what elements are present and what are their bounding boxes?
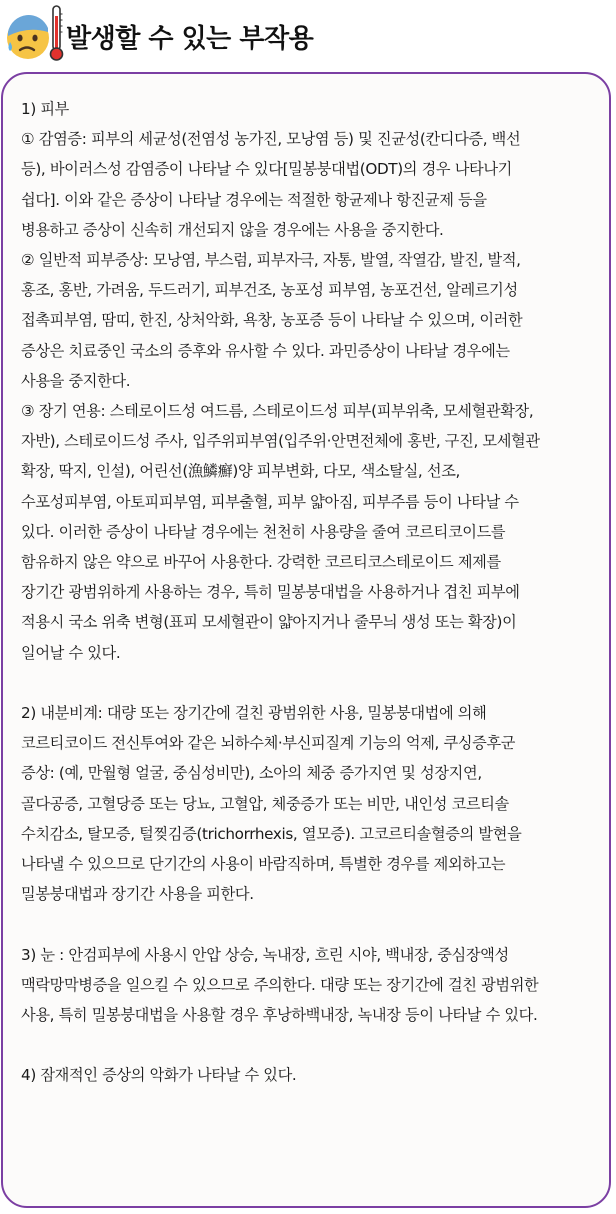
- text-line: 적용시 국소 위축 변형(표피 모세혈관이 얇아지거나 줄무늬 생성 또는 확장)이: [21, 613, 517, 632]
- section-4: [21, 1060, 599, 1090]
- text-line: 수치감소, 탈모증, 털찢김증(trichorrhexis, 열모증). 고코르티솔혈증의 발현을: [21, 824, 522, 843]
- section-gap: [21, 909, 599, 939]
- side-effects-text: [21, 94, 599, 1091]
- page-title: 발생할 수 있는 부작용: [66, 24, 314, 54]
- section-gap: [21, 668, 599, 698]
- text-line: 코르티코이드 전신투여와 같은 뇌하수체·부신피질계 기능의 억제, 쿠싱증후군: [21, 734, 516, 753]
- text-line: ② 일반적 피부증상: 모낭염, 부스럼, 피부자극, 자통, 발열, 작열감, 발진, 발적,: [21, 251, 521, 270]
- text-line: 골다공증, 고혈당증 또는 당뇨, 고혈압, 체중증가 또는 비만, 내인성 코르티솔: [21, 794, 509, 813]
- section-3: [21, 940, 599, 1031]
- section-2: [21, 698, 599, 909]
- sick-face-thermometer-icon: [4, 2, 66, 66]
- text-line: 1) 피부: [21, 100, 70, 118]
- text-line: 장기간 광범위하게 사용하는 경우, 특히 밀봉붕대법을 사용하거나 겹친 피부에: [21, 583, 520, 602]
- header: [0, 0, 616, 70]
- side-effects-card: [1, 72, 611, 1208]
- text-line: 일어날 수 있다.: [21, 643, 121, 662]
- text-line: ① 감염증: 피부의 세균성(전염성 농가진, 모낭염 등) 및 진균성(칸디다증, 백선: [21, 130, 521, 149]
- text-line: 접촉피부염, 땀띠, 한진, 상처악화, 욕창, 농포증 등이 나타날 수 있으며, 이러한: [21, 311, 523, 330]
- section-gap: [21, 1030, 599, 1060]
- text-line: 사용을 중지한다.: [21, 371, 131, 390]
- text-line: 수포성피부염, 아토피피부염, 피부출혈, 피부 얇아짐, 피부주름 등이 나타날 수: [21, 492, 519, 511]
- text-line: 증상: (예, 만월형 얼굴, 중심성비만), 소아의 체중 증가지연 및 성장지연,: [21, 764, 482, 783]
- text-line: 맥락망막병증을 일으킬 수 있으므로 주의한다. 대량 또는 장기간에 걸친 광범위한: [21, 975, 539, 994]
- text-line: 자반), 스테로이드성 주사, 입주위피부염(입주위·안면전체에 홍반, 구진, 모세혈관: [21, 432, 540, 451]
- text-line: 나타낼 수 있으므로 단기간의 사용이 바람직하며, 특별한 경우를 제외하고는: [21, 855, 506, 874]
- text-line: 밀봉붕대법과 장기간 사용을 피한다.: [21, 885, 254, 904]
- text-line: ③ 장기 연용: 스테로이드성 여드름, 스테로이드성 피부(피부위축, 모세혈관확장,: [21, 402, 534, 421]
- text-line: 있다. 이러한 증상이 나타날 경우에는 천천히 사용량을 줄여 코르티코이드를: [21, 522, 506, 541]
- text-line: 3) 눈 : 안검피부에 사용시 안압 상승, 녹내장, 흐린 시야, 백내장, 중심장액성: [21, 945, 509, 964]
- section-1: [21, 94, 599, 668]
- text-line: 홍조, 홍반, 가려움, 두드러기, 피부건조, 농포성 피부염, 농포건선, 알레르기성: [21, 281, 518, 300]
- text-line: 쉽다]. 이와 같은 증상이 나타날 경우에는 적절한 항균제나 항진균제 등을: [21, 190, 487, 209]
- text-line: 증상은 치료중인 국소의 증후와 유사할 수 있다. 과민증상이 나타날 경우에는: [21, 341, 510, 360]
- text-line: 4) 잠재적인 증상의 악화가 나타날 수 있다.: [21, 1066, 297, 1085]
- text-line: 확장, 딱지, 인설), 어린선(漁鱗癬)양 피부변화, 다모, 색소탈실, 선조,: [21, 462, 460, 481]
- text-line: 병용하고 증상이 신속히 개선되지 않을 경우에는 사용을 중지한다.: [21, 220, 444, 239]
- text-line: 함유하지 않은 약으로 바꾸어 사용한다. 강력한 코르티코스테로이드 제제를: [21, 553, 501, 572]
- text-line: 등), 바이러스성 감염증이 나타날 수 있다[밀봉붕대법(ODT)의 경우 나타나기: [21, 160, 512, 179]
- text-line: 2) 내분비계: 대량 또는 장기간에 걸친 광범위한 사용, 밀봉붕대법에 의해: [21, 704, 487, 723]
- text-line: 사용, 특히 밀봉붕대법을 사용할 경우 후낭하백내장, 녹내장 등이 나타날 수 있다.: [21, 1006, 538, 1025]
